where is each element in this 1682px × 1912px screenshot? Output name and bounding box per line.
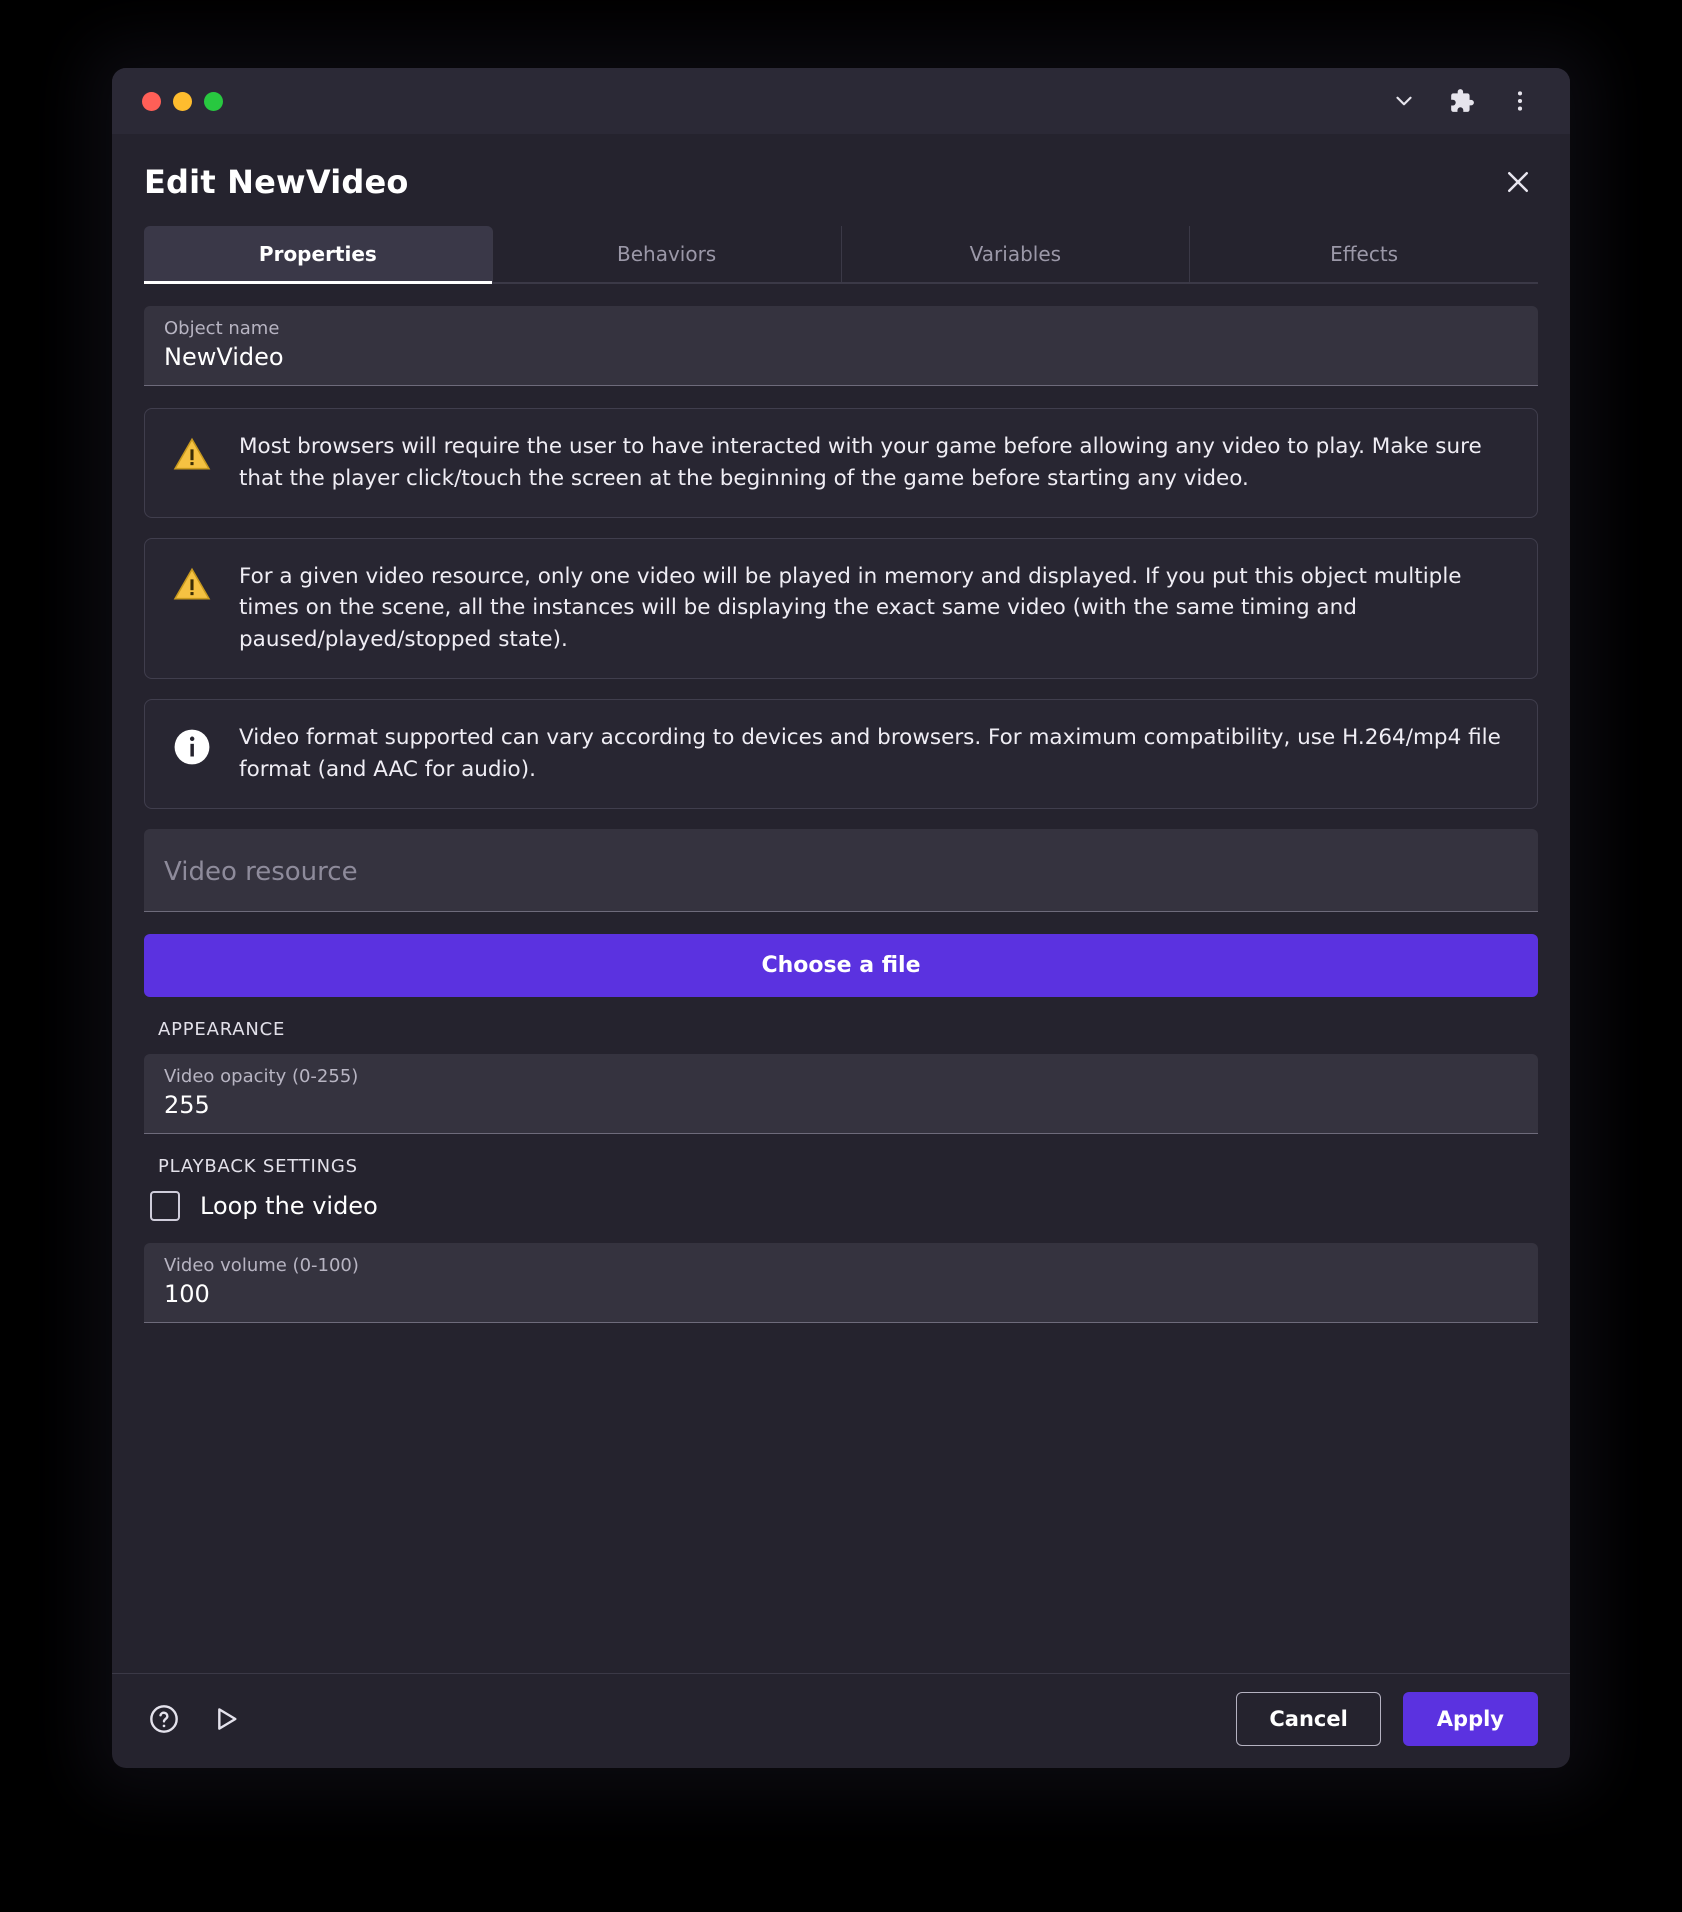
app-window: [112, 68, 1570, 1768]
apply-button[interactable]: Apply: [1403, 1692, 1538, 1746]
info-notice-format: [144, 699, 1538, 809]
help-circle-icon[interactable]: [144, 1699, 184, 1739]
warning-notice-shared-resource: [144, 538, 1538, 679]
warning-triangle-icon: [171, 431, 213, 471]
window-titlebar: [112, 68, 1570, 134]
tab-behaviors[interactable]: Behaviors: [493, 226, 842, 282]
warning-notice-autoplay-text: Most browsers will require the user to have interacted with your game before allowing any video to play. Make sure that the player click/touch the screen at the beginning of the game before starting any video.: [239, 434, 1482, 491]
info-circle-icon: [171, 722, 213, 766]
tab-bar: [144, 226, 1538, 284]
dialog-header: [112, 134, 1570, 212]
loop-the-video-checkbox[interactable]: [150, 1191, 180, 1221]
video-opacity-field[interactable]: [144, 1054, 1538, 1134]
playback-settings-section-label: PLAYBACK SETTINGS: [158, 1155, 358, 1177]
traffic-lights: [142, 92, 223, 111]
tab-variables[interactable]: Variables: [842, 226, 1191, 282]
warning-notice-autoplay: [144, 408, 1538, 518]
cancel-button[interactable]: Cancel: [1236, 1692, 1380, 1746]
video-resource-placeholder[interactable]: Video resource: [164, 856, 358, 887]
chevron-down-icon[interactable]: [1382, 79, 1426, 123]
puzzle-icon[interactable]: [1440, 79, 1484, 123]
loop-the-video-row[interactable]: [150, 1191, 1538, 1221]
video-opacity-label: Video opacity (0-255): [164, 1065, 359, 1087]
dialog-body: [112, 284, 1570, 1673]
tab-effects[interactable]: Effects: [1330, 242, 1399, 266]
loop-the-video-label: Loop the video: [200, 1191, 378, 1220]
play-triangle-icon[interactable]: [206, 1699, 246, 1739]
warning-triangle-icon: [171, 561, 213, 601]
warning-notice-shared-resource-text: For a given video resource, only one video will be played in memory and displayed. If you put this object multiple times on the scene, all the instances will be displaying the exact same video (with the same timing and paused/played/stopped state).: [239, 563, 1462, 653]
close-window-button[interactable]: [142, 92, 161, 111]
page-title: Edit NewVideo: [144, 163, 409, 201]
minimize-window-button[interactable]: [173, 92, 192, 111]
maximize-window-button[interactable]: [204, 92, 223, 111]
video-volume-field[interactable]: [144, 1243, 1538, 1323]
kebab-menu-icon[interactable]: [1498, 79, 1542, 123]
video-volume-input[interactable]: 100: [164, 1279, 210, 1308]
close-icon[interactable]: [1496, 160, 1540, 204]
video-opacity-input[interactable]: 255: [164, 1090, 210, 1119]
object-name-input[interactable]: NewVideo: [164, 343, 284, 371]
choose-a-file-button[interactable]: Choose a file: [144, 934, 1538, 997]
video-resource-field[interactable]: [144, 829, 1538, 912]
object-name-label: Object name: [164, 318, 280, 339]
tab-properties[interactable]: Properties: [144, 226, 493, 282]
dialog-footer: [112, 1673, 1570, 1768]
object-name-field[interactable]: [144, 306, 1538, 386]
video-volume-label: Video volume (0-100): [164, 1254, 359, 1276]
info-notice-format-text: Video format supported can vary according to devices and browsers. For maximum compatibility, use H.264/mp4 file format (and AAC for audio).: [239, 725, 1501, 782]
appearance-section-label: APPEARANCE: [158, 1018, 286, 1040]
